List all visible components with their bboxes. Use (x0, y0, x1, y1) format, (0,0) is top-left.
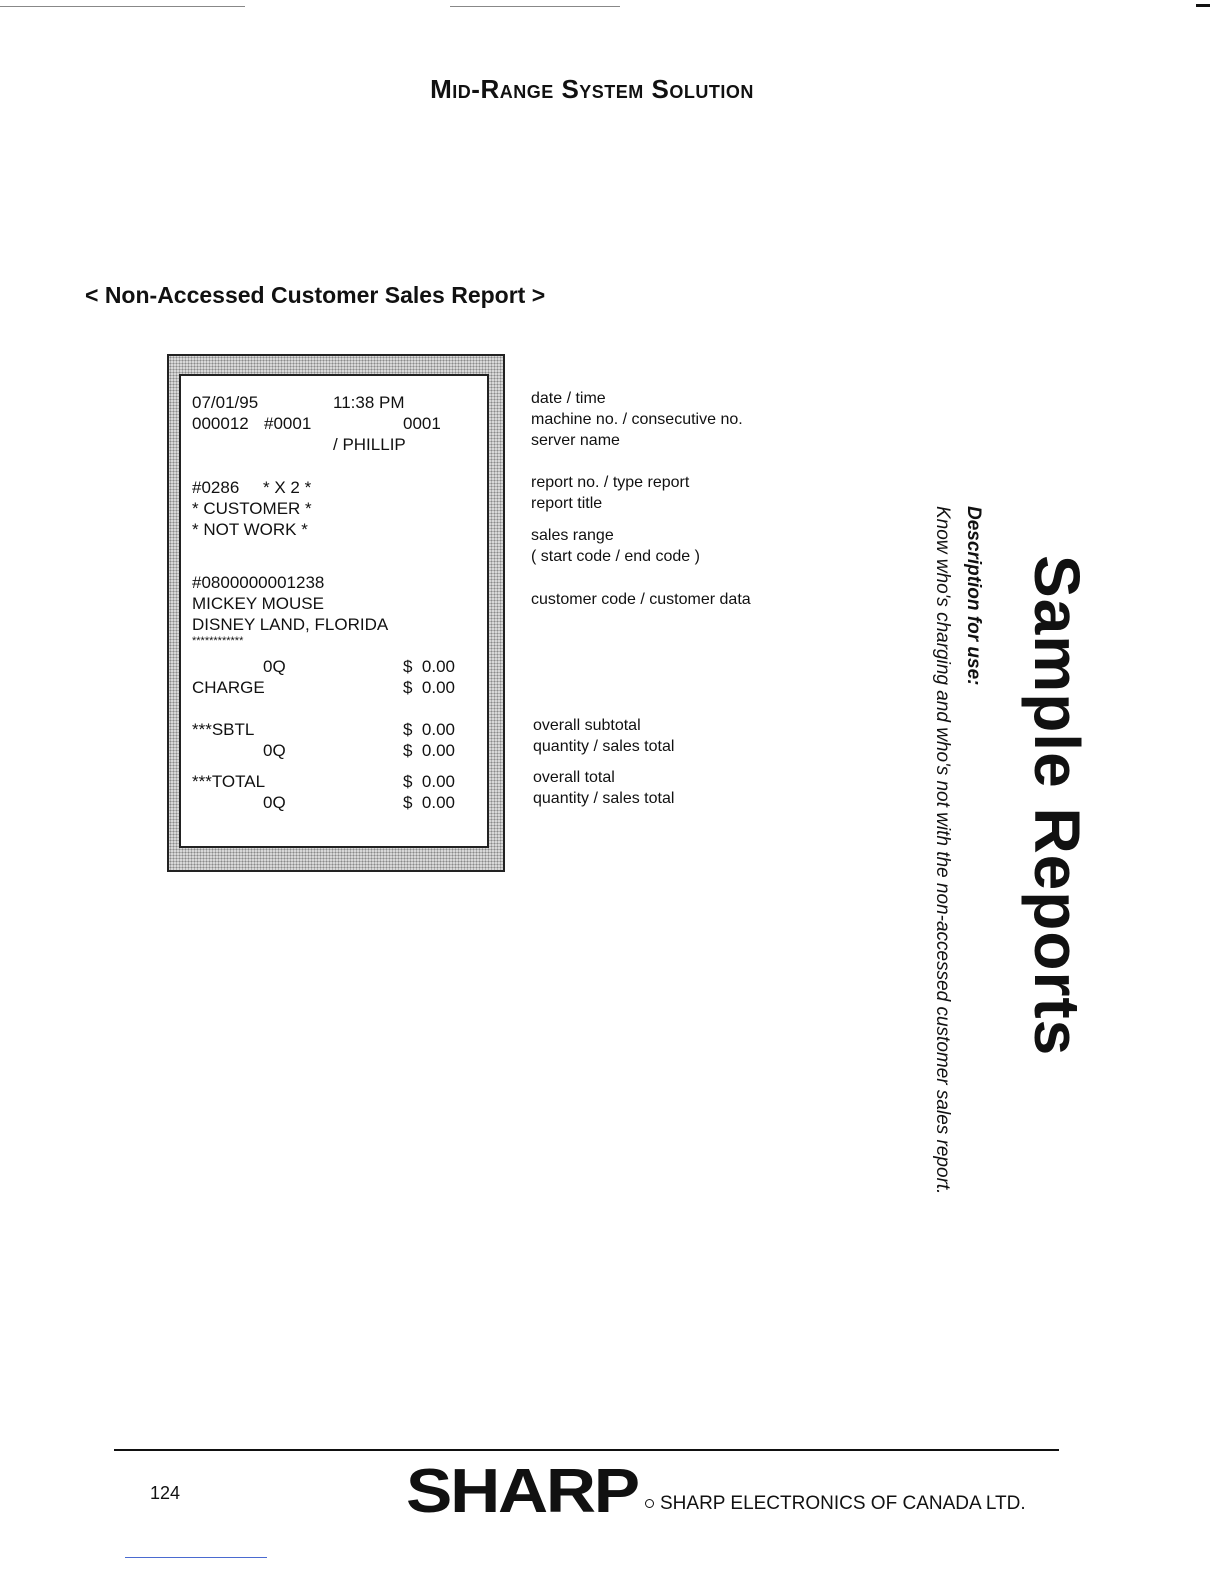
receipt-frame (167, 354, 505, 872)
receipt-subtotal-qty-label: 0Q (263, 741, 286, 760)
company-name: SHARP ELECTRONICS OF CANADA LTD. (660, 1493, 1026, 1514)
receipt-charge-value: $ 0.00 (403, 678, 455, 697)
registered-mark-icon (645, 1499, 654, 1508)
annotation-server-name: server name (531, 432, 620, 449)
receipt-title-line2: * NOT WORK * (192, 520, 308, 539)
receipt-customer-address: DISNEY LAND, FLORIDA (192, 615, 389, 634)
receipt-customer-code: #0800000001238 (192, 573, 325, 592)
receipt-total-label: ***TOTAL (192, 772, 266, 791)
annotation-date-time: date / time (531, 390, 606, 407)
annotation-customer: customer code / customer data (531, 591, 751, 608)
annotation-report-title: report title (531, 495, 603, 512)
receipt-separator-stars: ************ (192, 635, 244, 647)
receipt-machine-no: 000012 (192, 414, 249, 433)
annotation-overall-subtotal: overall subtotal (533, 717, 641, 734)
receipt-charge-label: CHARGE (192, 678, 265, 697)
annotation-sales-range: sales range (531, 527, 614, 544)
receipt-title-line1: * CUSTOMER * (192, 499, 312, 518)
receipt-report-type: * X 2 * (263, 478, 312, 497)
annotation-total-quantity: quantity / sales total (533, 790, 675, 807)
sidebar-description-title: Description for use: (963, 506, 984, 686)
sharp-logo: SHARP (406, 1457, 638, 1526)
annotation-report-no: report no. / type report (531, 474, 690, 491)
scan-artifact-line (450, 6, 620, 7)
page-header-title: Mid-Range System Solution (430, 74, 754, 104)
receipt-total-qty-value: $ 0.00 (403, 793, 455, 812)
page-number: 124 (150, 1483, 181, 1503)
receipt-date: 07/01/95 (192, 393, 259, 412)
receipt-consecutive-no: 0001 (403, 414, 441, 433)
receipt-consecutive-id: #0001 (264, 414, 312, 433)
receipt-total-value: $ 0.00 (403, 772, 455, 791)
receipt-subtotal-label: ***SBTL (192, 720, 255, 739)
annotation-overall-total: overall total (533, 769, 615, 786)
receipt-time: 11:38 PM (333, 393, 405, 412)
receipt-subtotal-qty-value: $ 0.00 (403, 741, 455, 760)
scan-artifact-mark (1196, 4, 1210, 7)
receipt-report-no: #0286 (192, 478, 240, 497)
receipt-paper (179, 374, 489, 848)
report-section-title: < Non-Accessed Customer Sales Report > (85, 282, 546, 308)
annotation-machine-no: machine no. / consecutive no. (531, 411, 743, 428)
receipt-qty-value: $ 0.00 (403, 657, 455, 676)
annotation-subtotal-quantity: quantity / sales total (533, 738, 675, 755)
annotation-range-codes: ( start code / end code ) (531, 548, 700, 565)
sidebar-sample-reports-heading: Sample Reports (1021, 555, 1093, 1057)
receipt-total-qty-label: 0Q (263, 793, 286, 812)
receipt-qty-label: 0Q (263, 657, 286, 676)
sidebar-description-text: Know who's charging and who's not with the non-accessed customer sales report. (932, 506, 953, 1195)
scan-artifact-line (0, 6, 245, 7)
receipt-customer-name: MICKEY MOUSE (192, 594, 324, 613)
receipt-subtotal-value: $ 0.00 (403, 720, 455, 739)
footer-rule (114, 1449, 1059, 1451)
scan-artifact-line (125, 1557, 267, 1558)
receipt-server-name: / PHILLIP (333, 435, 406, 454)
